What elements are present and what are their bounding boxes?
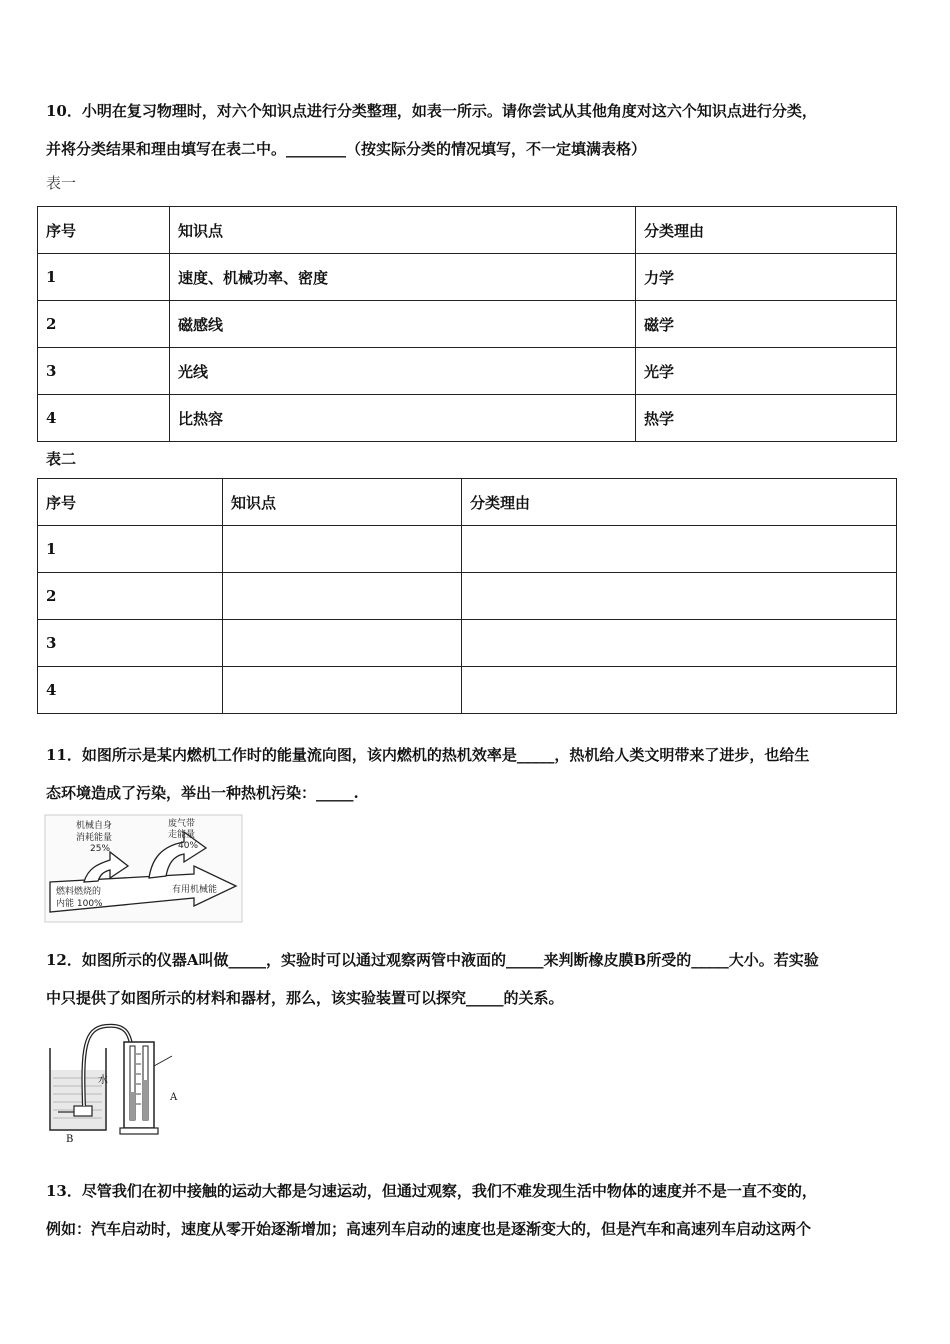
q11-line1: 11．如图所示是某内燃机工作时的能量流向图，该内燃机的热机效率是_____，热机给人类文明带来了进步，也给生: [46, 746, 810, 764]
table2-header-row: [38, 479, 897, 526]
table1-caption: 表一: [46, 174, 77, 192]
table2-header-cell: 知识点: [223, 479, 462, 526]
table-cell: 磁学: [636, 301, 897, 348]
table-cell: 4: [38, 395, 170, 442]
table-cell[interactable]: [223, 620, 462, 667]
input-label-1: 燃料燃烧的: [56, 887, 102, 897]
table-2: [37, 478, 897, 714]
table-1: [37, 206, 897, 442]
table-cell: 1: [38, 526, 223, 573]
table1-header-row: [38, 207, 897, 254]
table2-header-cell: 分类理由: [462, 479, 897, 526]
table-row: [38, 526, 897, 573]
q13-line2: 例如：汽车启动时，速度从零开始逐渐增加；高速列车启动的速度也是逐渐变大的，但是汽车和高速列车启动这两个: [46, 1220, 812, 1238]
question-10: [46, 92, 916, 168]
loss-percent: 25%: [90, 844, 111, 854]
question-11: [46, 736, 916, 812]
energy-flow-diagram: [44, 814, 244, 924]
table-row: [38, 395, 897, 442]
table-cell[interactable]: [223, 573, 462, 620]
table-cell: 光学: [636, 348, 897, 395]
table-cell: 2: [38, 573, 223, 620]
table-cell: 3: [38, 620, 223, 667]
table-cell: 3: [38, 348, 170, 395]
table1-header-cell: 分类理由: [636, 207, 897, 254]
question-12: [46, 941, 916, 1017]
table-row: [38, 348, 897, 395]
table2-header-cell: 序号: [38, 479, 223, 526]
q12-line2: 中只提供了如图所示的材料和器材，那么，该实验装置可以探究_____的关系。: [46, 989, 564, 1007]
exhaust-percent: 40%: [178, 841, 199, 851]
table-cell: 光线: [170, 348, 636, 395]
label-b: B: [66, 1134, 74, 1145]
q11-line2: 态环境造成了污染，举出一种热机污染：_____.: [46, 784, 359, 802]
q10-line2: 并将分类结果和理由填写在表二中。________（按实际分类的情况填写，不一定填满表格）: [46, 140, 647, 158]
input-label-2: 内能 100%: [56, 899, 103, 909]
table-cell: 比热容: [170, 395, 636, 442]
table-row: [38, 573, 897, 620]
table-cell: 1: [38, 254, 170, 301]
table-cell: 磁感线: [170, 301, 636, 348]
table-row: [38, 301, 897, 348]
output-label: 有用机械能: [172, 885, 218, 895]
table-cell: 4: [38, 667, 223, 714]
q13-line1: 13．尽管我们在初中接触的运动大都是匀速运动，但通过观察，我们不难发现生活中物体的速度并不是一直不变的，: [46, 1182, 817, 1200]
table-cell[interactable]: [462, 526, 897, 573]
exhaust-label-2: 走能量: [168, 830, 196, 840]
q12-line1: 12．如图所示的仪器A叫做_____，实验时可以通过观察两管中液面的_____来判断橡皮膜B所受的_____大小。若实验: [46, 951, 819, 969]
table-row: [38, 620, 897, 667]
table-cell[interactable]: [223, 526, 462, 573]
table1-header-cell: 知识点: [170, 207, 636, 254]
table-cell: 速度、机械功率、密度: [170, 254, 636, 301]
loss-label-1: 机械自身: [76, 821, 113, 831]
table-cell[interactable]: [223, 667, 462, 714]
question-13: [46, 1172, 916, 1248]
table-row: [38, 667, 897, 714]
loss-label-2: 消耗能量: [76, 833, 113, 843]
exhaust-label-1: 废气带: [168, 819, 196, 829]
q10-line1: 10．小明在复习物理时，对六个知识点进行分类整理，如表一所示。请你尝试从其他角度对这六个知识点进行分类，: [46, 102, 817, 120]
water-label: 水: [98, 1075, 108, 1086]
table-row: [38, 254, 897, 301]
table-cell[interactable]: [462, 573, 897, 620]
table-cell[interactable]: [462, 620, 897, 667]
table1-header-cell: 序号: [38, 207, 170, 254]
label-a: A: [170, 1092, 178, 1103]
table-cell: 力学: [636, 254, 897, 301]
table-cell[interactable]: [462, 667, 897, 714]
table2-caption: 表二: [46, 450, 77, 468]
pressure-gauge-apparatus: [44, 1020, 189, 1145]
table-cell: 热学: [636, 395, 897, 442]
table-cell: 2: [38, 301, 170, 348]
